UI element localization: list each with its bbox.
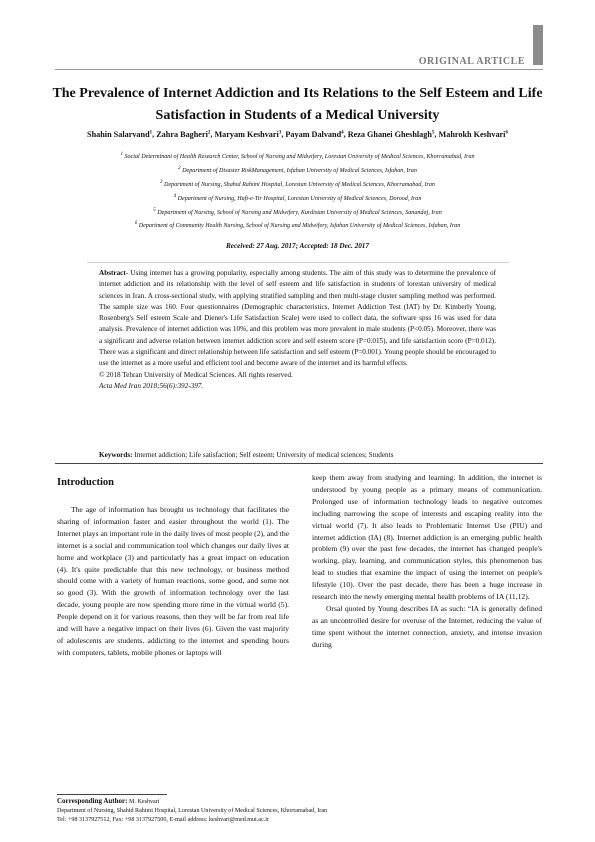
body-column-left (57, 504, 289, 659)
keywords (99, 451, 509, 459)
author: Payam Dalvand$^4$ (285, 130, 344, 139)
citation: Acta Med Iran 2018;56(6):392-397. (99, 381, 204, 390)
body-column-right (312, 472, 542, 651)
paper-title: The Prevalence of Internet Addiction and Its Relations to the Self Esteem and Life Satisfaction in Students of a Medical University (52, 86, 543, 123)
affiliation: $^1$ Social Determinant of Health Research Center, School of Nursing and Midwifery, Lorestan University of Medical Sciences, Khorramabad, Iran (120, 152, 475, 161)
affiliation: $^3$ Department of Nursing, Shahid Rahimi Hospital, Lorestan University of Medical Sciences, Khorramabad, Iran (160, 180, 435, 189)
abstract (99, 268, 496, 392)
body-paragraph: Orsal quoted by Young describes IA as such: “IA is generally defined as an uncontrolled desire for overuse of the Internet, reducing the value of time spent without the internet connection, anxiety, and intense invasion during (312, 603, 542, 649)
abstract-body: - Using internet has a growing popularity, especially among students. The aim of this study was to determine the prevalence of internet addiction and its relationship with the level of self esteem and life satisfaction in students of lorestan university of medical sciences in Iran. A cross-sectional study, with applying stratified sampling and then multi-stage cluster sampling method was performed. The sample size was 160. Four questionnaires (Demographic characteristics, Internet Addiction Test (IAT) by Dr. Kimberly Young, Rosenberg's Self esteem Scale and Diener's Life Satisfaction Scale) were used to collect data, the software spss 16 was used for data analysis. Prevalence of internet addiction was 10%, and this problem was more prevalent in male students (P<0.05). Moreover, there was a significant and adverse relation between internet addiction score and self esteem score (P=0.015), and life satisfaction score (P=0.012). There was a significant and direct relationship between life satisfaction and self esteem (P=0.001). Young people should be encouraged to use the internet as a more useful and efficient tool and become aware of the internet and its harmful effects. (99, 269, 496, 368)
author: Reza Ghanei Gheshlagh$^5$ (347, 130, 435, 139)
keywords-label: Keywords: (99, 451, 133, 459)
author: Zahra Bagheri$^2$ (156, 130, 211, 139)
affiliation: $^5$ Department of Nursing, School of Nursing and Midwifery, Kurdistan University of Medical Sciences, Sanandaj, Iran (153, 208, 442, 217)
abstract-label: Abstract (99, 269, 126, 277)
keywords-rule (55, 463, 543, 464)
section-heading-introduction: Introduction (57, 477, 114, 488)
affiliation: $^4$ Department of Nursing, Haft-e-Tir Hospital, Lorestan University of Medical Sciences, Dorood, Iran (173, 194, 422, 203)
body-paragraph: The age of information has brought us technology that facilitates the sharing of information faster and easier throughout the world (1). The Internet plays an important role in the daily lives of most people (2), and the internet is a social and communication tool which changes our daily lives at home and workplace (3) and particularly has a great impact on education (4). It's quite predictable that this new technology, or business method should come with a variety of human reactions, some good, and some not so good (3). With the growth of information technology over the last decade, young people are now spending more time in the virtual world (5). People depend on it for various reasons, then they will be far from real life and will have a negative impact on their lives (6). Given the vast majority of adolescents are students, addicting to the internet and spending hours with computers, tablets, mobile phones or laptops will (57, 505, 289, 657)
body-paragraph: keep them away from studying and learning. In addition, the internet is understood by young people as a primary means of communication. Prolonged use of information technology leads to negative outcomes including narrowing the scope of interests and escaping reality into the virtual world (7). It also leads to Problematic Internet Use (PIU) and internet addiction (IA) (8). Internet addiction is an emerging public health problem (9) over the past few decades, the internet has changed people's working, play, learning, and communication styles, this phenomenon has lead to studies that examine the impact of using the internet on people's lifestyle (10). Over the past decade, there has been a huge increase in research into the newly emerging mental health problems of IA (11,12). (312, 473, 542, 602)
received-accepted-dates: Received: 27 Aug. 2017; Accepted: 18 Dec. 2017 (226, 242, 369, 250)
keywords-text: Internet addiction; Life satisfaction; Self esteem; University of medical sciences; Students (134, 451, 394, 459)
footer-rule (57, 794, 167, 795)
footer-contact: Tel: +98 3137927512, Fax: +98 3137927500, E-mail address: keshvari@med.mui.ac.ir (57, 817, 269, 824)
header-rule (55, 69, 543, 70)
author-list: Shahin Salarvand$^1$, Zahra Bagheri$^2$, Maryam Keshvari$^3$, Payam Dalvand$^4$, Reza Ghanei Gheshlagh$^5$, Mahrokh Keshvari$^6$ (87, 130, 508, 139)
author: Mahrokh Keshvari$^6$ (438, 130, 508, 139)
author: Shahin Salarvand$^1$ (87, 130, 153, 139)
corresponding-author-name: M. Keshvari (129, 799, 160, 805)
affiliation: $^6$ Department of Community Health Nursing, School of Nursing and Midwifery, Isfahan University of Medical Sciences, Isfahan, Iran (134, 221, 461, 230)
author: Maryam Keshvari$^3$ (214, 130, 282, 139)
footer-address: Department of Nursing, Shahid Rahimi Hospital, Lorestan University of Medical Sciences, Khorramabad, Iran (57, 808, 328, 815)
header-side-bar (533, 25, 543, 65)
corresponding-author-label: Corresponding Author: (57, 797, 128, 805)
affiliation: $^2$ Department of Disaster RiskManagement, Isfahan University of Medical Sciences, Isfahan, Iran (178, 166, 417, 175)
corresponding-author-footer (57, 797, 543, 826)
article-type-label: ORIGINAL ARTICLE (418, 56, 525, 67)
copyright: © 2018 Tehran University of Medical Sciences. All rights reserved. (99, 370, 293, 379)
